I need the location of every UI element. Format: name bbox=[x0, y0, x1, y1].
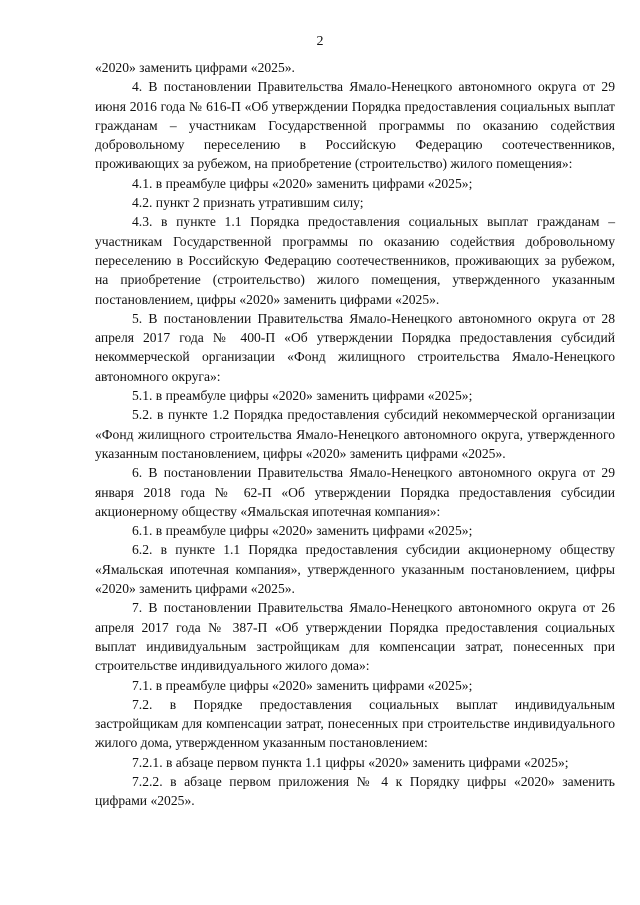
paragraph-item-6-1: 6.1. в преамбуле цифры «2020» заменить цифрами «2025»; bbox=[132, 523, 473, 539]
page-number: 2 bbox=[316, 34, 324, 49]
paragraph-item-4-2: 4.2. пункт 2 признать утратившим силу; bbox=[132, 195, 364, 211]
paragraph-item-4-3: 4.3. в пункте 1.1 Порядка предоставления социальных выплат гражданам – участникам Государственной программы по оказанию содействия добровольному переселению в Российскую Федерацию соотечественников, проживающих за рубежом, на приобретение (строительство) жилого помещения, утвержденного указанным постановлением, цифры «2020» заменить цифрами «2025». bbox=[95, 214, 615, 307]
paragraph-item-6: 6. В постановлении Правительства Ямало-Ненецкого автономного округа от 29 января 2018 года № 62-П «Об утверждении Порядка предоставления субсидии акционерному обществу «Ямальская ипотечная компания»: bbox=[95, 465, 615, 519]
paragraph-item-7-2: 7.2. в Порядке предоставления социальных выплат индивидуальным застройщикам для компенсации затрат, понесенных при строительстве индивидуального жилого дома, утвержденном указанным постановлением: bbox=[95, 696, 615, 751]
paragraph-item-7-1: 7.1. в преамбуле цифры «2020» заменить цифрами «2025»; bbox=[132, 677, 473, 693]
paragraph-item-7-2-1: 7.2.1. в абзаце первом пункта 1.1 цифры «2020» заменить цифрами «2025»; bbox=[132, 754, 569, 770]
paragraph-item-5-2: 5.2. в пункте 1.2 Порядка предоставления субсидий некоммерческой организации «Фонд жилищного строительства Ямало-Ненецкого автономного округа, утвержденного указанным постановлением, цифры «2020» заменить цифрами «2025». bbox=[95, 407, 615, 461]
paragraph-continuation: «2020» заменить цифрами «2025». bbox=[95, 60, 295, 75]
paragraph-item-4-1: 4.1. в преамбуле цифры «2020» заменить цифрами «2025»; bbox=[132, 175, 473, 191]
paragraph-item-6-2: 6.2. в пункте 1.1 Порядка предоставления субсидии акционерному обществу «Ямальская ипотечная компания», утвержденного указанным постановлением, цифры «2020» заменить цифрами «2025». bbox=[95, 542, 615, 597]
paragraph-item-5: 5. В постановлении Правительства Ямало-Ненецкого автономного округа от 28 апреля 2017 года № 400-П «Об утверждении Порядка предоставления субсидий некоммерческой организации «Фонд жилищного строительства Ямало-Ненецкого автономного округа»: bbox=[95, 310, 615, 384]
paragraph-item-5-1: 5.1. в преамбуле цифры «2020» заменить цифрами «2025»; bbox=[132, 388, 473, 404]
paragraph-item-7-2-2: 7.2.2. в абзаце первом приложения № 4 к Порядку цифры «2020» заменить цифрами «2025». bbox=[95, 773, 615, 809]
paragraph-item-7: 7. В постановлении Правительства Ямало-Ненецкого автономного округа от 26 апреля 2017 года № 387-П «Об утверждении Порядка предоставления социальных выплат индивидуальным застройщикам для компенсации затрат, понесенных при строительстве индивидуального жилого дома»: bbox=[95, 600, 615, 674]
paragraph-item-4: 4. В постановлении Правительства Ямало-Ненецкого автономного округа от 29 июня 2016 года № 616-П «Об утверждении Порядка предоставления социальных выплат гражданам – участникам Государственной программы по оказанию содействия добровольному переселению в Российскую Федерацию соотечественников, проживающих за рубежом, на приобретение (строительство) жилого помещения»: bbox=[95, 79, 615, 172]
document-body bbox=[95, 58, 615, 811]
